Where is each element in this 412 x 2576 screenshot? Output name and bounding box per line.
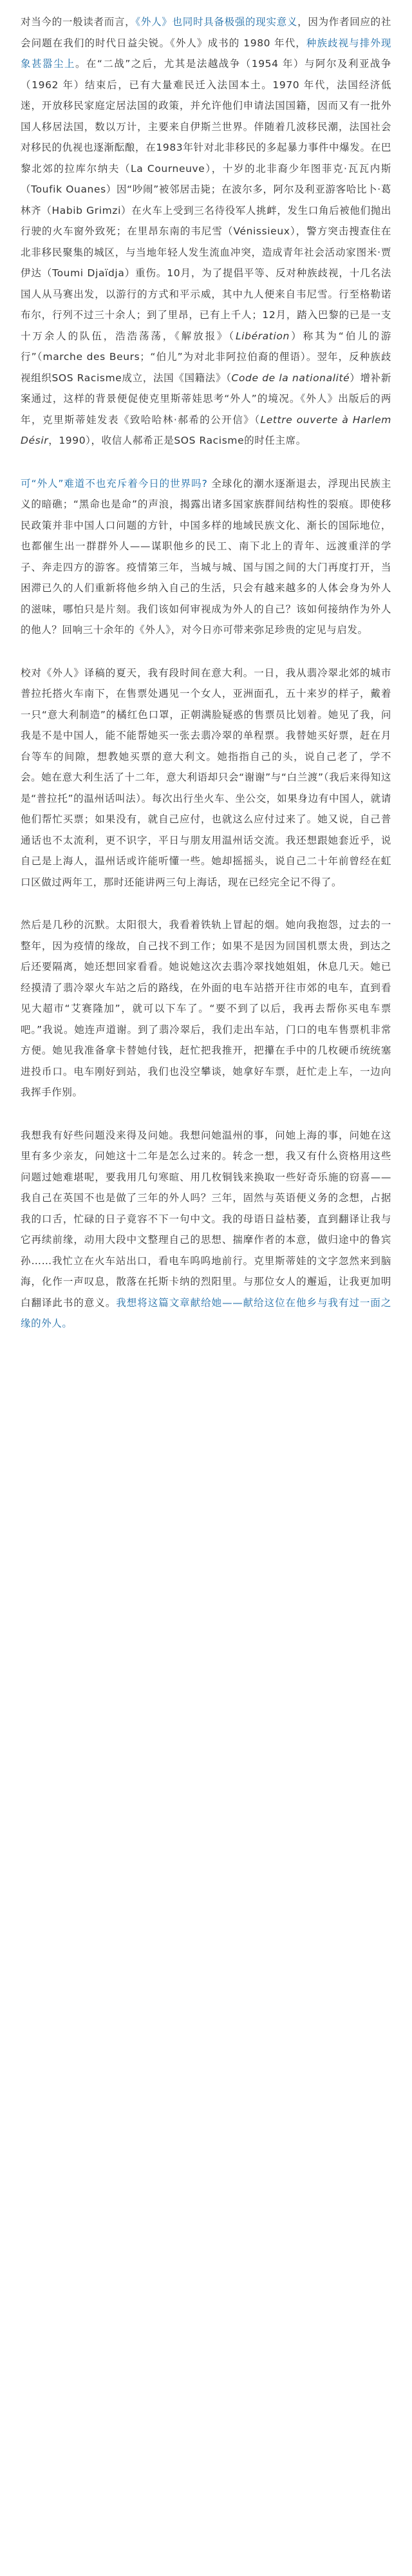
highlighted-text: 我想将这篇文章献给她——献给这位在他乡与我有过一面之缘的外人。 xyxy=(21,1296,391,1329)
body-text: ）称其为“伯儿的游行”（marche des Beurs；“伯儿”为对北非阿拉伯裔的俚语）。翌年，反种族歧视组织SOS Racisme成立，法国《国籍法》（ xyxy=(21,330,391,384)
paragraph xyxy=(21,663,391,893)
paragraph xyxy=(21,914,391,1103)
paragraph xyxy=(21,473,391,641)
body-text: ，因为作者回应的社会问题在我们的时代日益尖锐。《外人》成书的 1980 年代， xyxy=(21,16,392,49)
body-text: 对当今的一般读者而言， xyxy=(21,16,136,28)
paragraph xyxy=(21,12,391,451)
body-text: 。在“二战”之后，尤其是法越战争（1954 年）与阿尔及利亚战争（1962 年）结束后，已有大量难民迁入法国本土。1970 年代，法国经济低迷，开放移民家庭定居法国的政策，并允许他们申请法国国籍，因而又有一批外国人移居法国，数以万计，主要来自伊斯兰世界。伴随着几波移民潮，法国社会对移民的仇视也逐渐酝酿，在1983年针对北非移民的多起暴力事件中爆发。在巴黎北郊的拉库尔纳夫（La Courneuve），十岁的北非裔少年图菲克·瓦瓦内斯（Toufik Ouanes）因“吵闹”被邻居击毙；在波尔多，阿尔及利亚游客哈比卜·葛林齐（Habib Grimzi）在火车上受到三名待役军人挑衅，发生口角后被他们抛出行驶的火车窗外致死；在里昂东南的韦尼雪（Vénissieux），警方突击搜查住在北非移民聚集的城区，与当地年轻人发生流血冲突，造成青年社会活动家图米·贾伊达（Toumi Djaïdja）重伤。10月，为了提倡平等、反对种族歧视，十几名法国人从马赛出发，以游行的方式和平示威，其中九人便来自韦尼雪。行至格勒诺布尔，行列不过三十余人；到了里昂，已有上千人；12月，踏入巴黎的已是一支十万余人的队伍，浩浩荡荡，《解放报》（ xyxy=(21,58,391,342)
highlighted-text: 《外人》也同时具备极强的现实意义 xyxy=(135,16,298,28)
body-text: 校对《外人》译稿的夏天，我有段时间在意大利。一日，我从翡冷翠北郊的城市普拉托搭火车南下，在售票处遇见一个女人，亚洲面孔，五十来岁的样子，戴着一只“意大利制造”的橘红色口罩，正朝满脸疑惑的售票员比划着。她见了我，问我是不是中国人，能不能帮她买一张去翡冷翠的单程票。我替她买好票，赶在月台等车的间隙，想教她买票的意大利文。她指指自己的头，说自己老了，学不会。她在意大利生活了十二年，意大利语却只会“谢谢”与“白兰渡”（我后来得知这是“普拉托”的温州话叫法）。每次出行坐火车、坐公交，如果身边有中国人，就请他们帮忙买票；如果没有，就自己应付，也就这么应付过来了。她又说，自己普通话也不太流利，更不识字，平日与朋友用温州话交流。我还想跟她套近乎，说自己是上海人，温州话或许能听懂一些。她却摇摇头，说自己二十年前曾经在虹口区做过两年工，那时还能讲两三句上海话，现在已经完全记不得了。 xyxy=(21,667,391,888)
highlighted-text: 种族歧视与排外现象甚嚣尘上 xyxy=(21,37,391,70)
paragraph xyxy=(21,1125,391,1334)
body-text: 全球化的潮水逐渐退去，浮现出民族主义的暗礁；“黑命也是命”的声浪，揭露出诸多国家族群间结构性的裂痕。即使移民政策并非中国人口问题的方针，中国多样的地域民族文化、渐长的国际地位，也都催生出一群群外人——谋职他乡的民工、南下北上的青年、远渡重洋的学子、奔走四方的游客。疫情第三年，当城与城、国与国之间的大门再度打开，当困滞已久的人们重新将他乡纳入自己的生活，只会有越来越多的人体会身为外人的滋味，哪怕只是片刻。我们该如何审视成为外人的自己？该如何接纳作为外人的他人？回响三十余年的《外人》，对今日亦可带来弥足珍贵的定见与启发。 xyxy=(21,477,391,636)
body-text: Libération xyxy=(236,330,290,342)
highlighted-text: 可“外人”难道不也充斥着今日的世界吗? xyxy=(21,477,208,489)
body-text: 我想我有好些问题没来得及问她。我想问她温州的事，问她上海的事，问她在这里有多少亲友，问她这十二年是怎么过来的。转念一想，我又有什么资格用这些问题过她难堪呢，要我用几句寒暄、用几枚铜钱来换取一些好奇乐施的窃喜——我自己在英国不也是做了三年的外人吗？三年，固然与英语便义务的念想，占据我的口舌，忙碌的日子竟容不下一句中文。我的母语日益枯萎，直到翻译让我与它再续前缘，动用大段中文整理自己的思想、揣摩作者的本意，做归途中的鲁宾孙……我忙立在火车站出口，看电车呜呜地前行。克里斯蒂娃的文字忽然来到脑海，化作一声叹息，散落在托斯卡纳的烈阳里。与那位女人的邂逅，让我更加明白翻译此书的意义。 xyxy=(21,1129,391,1309)
body-text: ，1990），收信人郝希正是SOS Racisme的时任主席。 xyxy=(48,435,306,446)
body-text: Code de la nationalité xyxy=(231,372,350,384)
body-text: ）增补新案通过，这样的背景便促使克里斯蒂娃思考“外人”的境况。《外人》出版后的两年，克里斯蒂娃发表《致哈哈林·郝希的公开信》（ xyxy=(21,372,391,426)
body-text: 然后是几秒的沉默。太阳很大，我看着铁轨上冒起的烟。她向我抱怨，过去的一整年，因为疫情的缘故，自己找不到工作；如果不是因为回国机票太贵，到达之后还要隔离，她还想回家看看。她说她这次去翡冷翠找她姐姐，休息几天。她已经摸清了翡冷翠火车站之后的路线，在外面的电车站搭开往市郊的电车，直到看见大超市“艾赛隆加”，就可以下车了。“要不到了以后，我再去帮你买电车票吧。”我说。她连声道谢。到了翡冷翠后，我们走出车站，门口的电车售票机非常方便。她见我准备拿卡替她付钱，赶忙把我推开，把攥在手中的几枚硬币统统塞进投币口。电车刚好到站，我们也没空攀谈，她拿好车票，赶忙走上车，一边向我挥手作别。 xyxy=(21,919,391,1098)
body-text: Lettre ouverte à Harlem Désir xyxy=(21,413,391,446)
